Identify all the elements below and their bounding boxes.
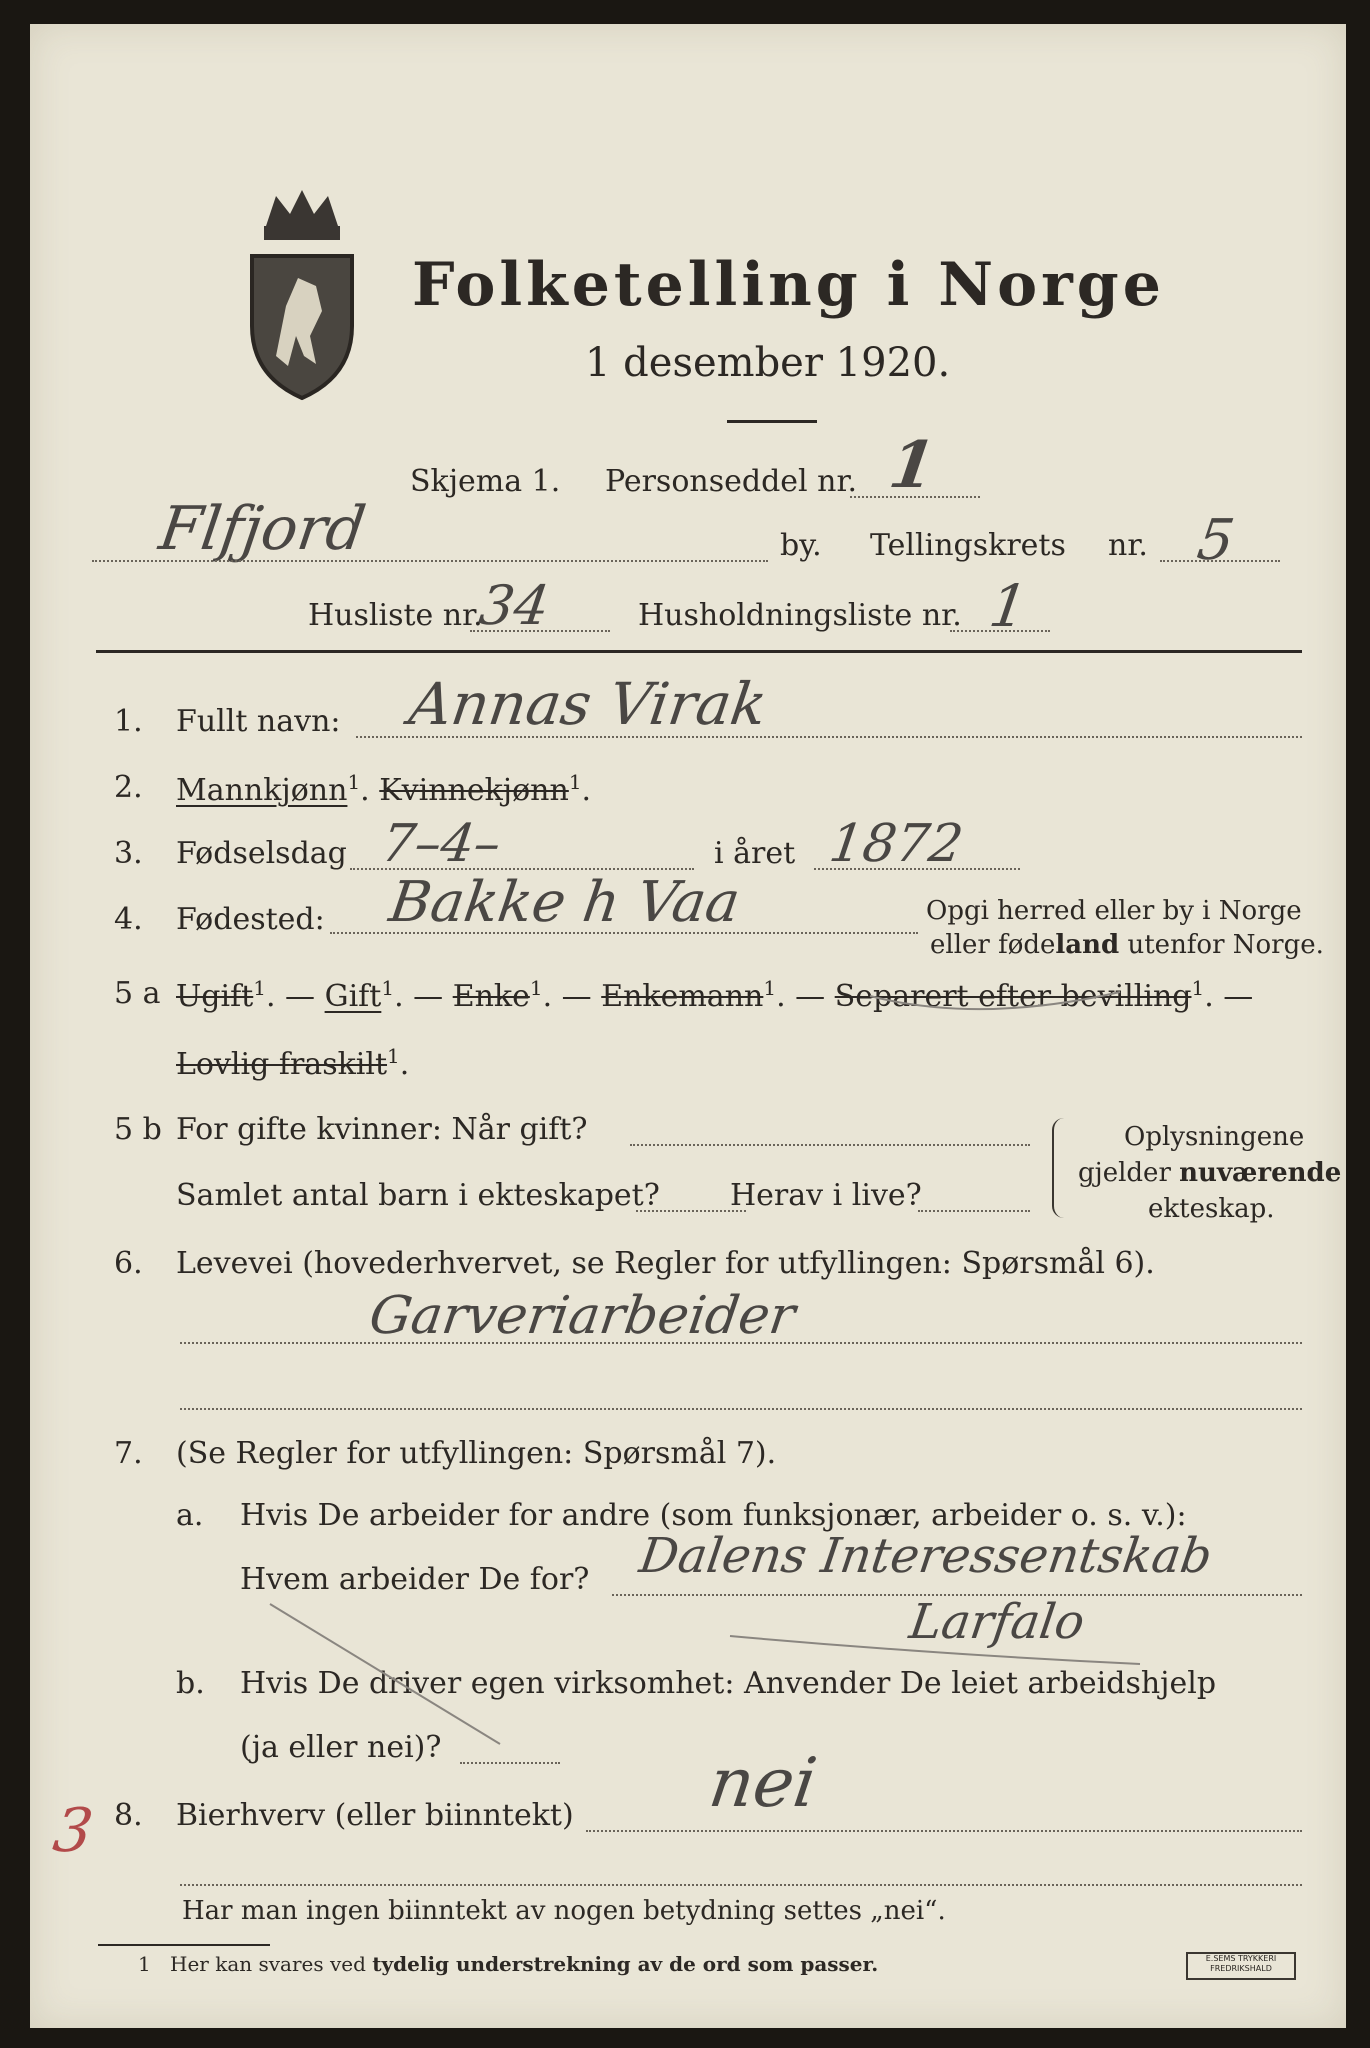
q7b-text: Hvis De driver egen virksomhet: Anvender De leiet arbeidshjelp (240, 1666, 1217, 1701)
q7a-value-line1[interactable]: Dalens Interessentskab (636, 1528, 1216, 1584)
q7-label: (Se Regler for utfyllingen: Spørsmål 7). (176, 1436, 777, 1471)
q5b-ilive-label: Herav i live? (730, 1178, 922, 1213)
q7a-question: Hvem arbeider De for? (240, 1562, 590, 1597)
q3-year-label: i året (714, 836, 796, 871)
dash: . — (776, 979, 826, 1014)
husliste-value[interactable]: 34 (475, 574, 554, 637)
printer-line2: FREDRIKSHALD (1210, 1964, 1272, 1973)
footnote-rule (98, 1944, 270, 1946)
pencil-strokes (30, 24, 1346, 2028)
q5a-number: 5 a (114, 976, 161, 1011)
q8-value[interactable]: nei (704, 1744, 822, 1823)
footnote-ref: 1 (1191, 976, 1205, 1000)
q6-value[interactable]: Garveriarbeider (365, 1286, 799, 1346)
footnote-text-a: Her kan svares ved (170, 1952, 373, 1976)
q4-number: 4. (114, 902, 143, 937)
option-female[interactable]: Kvinnekjønn (379, 773, 569, 808)
husliste-label: Husliste nr. (308, 598, 483, 633)
personseddel-value[interactable]: 1 (884, 428, 940, 503)
option-male[interactable]: Mannkjønn (176, 773, 348, 808)
q7a-text: Hvis De arbeider for andre (som funksjonær, arbeider o. s. v.): (240, 1498, 1187, 1533)
q1-number: 1. (114, 704, 143, 739)
place-line (92, 560, 768, 562)
option-enkemann[interactable]: Enkemann (601, 979, 764, 1014)
q8-line2 (180, 1884, 1302, 1886)
dash: . — (1204, 979, 1254, 1014)
option-fraskilt[interactable]: Lovlig fraskilt (176, 1047, 388, 1082)
option-enke[interactable]: Enke (452, 979, 530, 1014)
q3-number: 3. (114, 836, 143, 871)
norwegian-coat-of-arms-icon (246, 186, 358, 406)
q6-line2 (180, 1408, 1302, 1410)
dash: . — (542, 979, 592, 1014)
q5b-ilive-line (918, 1210, 1030, 1212)
q3-value[interactable]: 7–4– (377, 814, 505, 874)
q7-number: 7. (114, 1436, 143, 1471)
q7a-letter: a. (176, 1498, 204, 1533)
q4-label: Fødested: (176, 902, 325, 937)
form-date: 1 desember 1920. (585, 340, 951, 386)
dash: . — (265, 979, 316, 1014)
footnote-text (170, 1952, 878, 1976)
option-ugift[interactable]: Ugift (176, 979, 254, 1014)
q5b-note-a: gjelder (1078, 1158, 1180, 1188)
printer-line1: E.SEMS TRYKKERI (1205, 1954, 1277, 1963)
q5b-note-line2 (1078, 1158, 1341, 1188)
footnote-ref: 1 (529, 976, 543, 1000)
end-dot: . (399, 1047, 410, 1082)
dash: . — (394, 979, 444, 1014)
q4-note-b: land (1055, 930, 1120, 960)
q5b-note-line1: Oplysningene (1124, 1122, 1305, 1152)
q5b-when-line (630, 1144, 1030, 1146)
q6-label: Levevei (hovederhvervet, se Regler for utfyllingen: Spørsmål 6). (176, 1246, 1155, 1281)
q1-label: Fullt navn: (176, 704, 341, 739)
q7b-question: (ja eller nei)? (240, 1730, 442, 1765)
census-form (30, 24, 1346, 2028)
q5a-options[interactable] (176, 976, 1253, 1014)
husholdning-label: Husholdningsliste nr. (638, 598, 962, 633)
option-gift[interactable]: Gift (324, 979, 382, 1014)
q5b-number: 5 b (114, 1112, 162, 1147)
footnote-ref: 1 (568, 770, 582, 794)
footnote-ref: 1 (387, 1044, 400, 1068)
q4-value[interactable]: Bakke h Vaa (385, 870, 744, 935)
q2-options[interactable] (176, 770, 591, 808)
footnote-ref: 1 (347, 770, 361, 794)
q5b-label: For gifte kvinner: Når gift? (176, 1112, 588, 1147)
q8-margin-mark: 3 (49, 1796, 98, 1866)
q7a-value-line2[interactable]: Larfalo (906, 1594, 1089, 1650)
q8-number: 8. (114, 1798, 143, 1833)
header-rule (96, 650, 1302, 653)
q3-label: Fødselsdag (176, 836, 347, 871)
q5b-barn-label: Samlet antal barn i ekteskapet? (176, 1178, 660, 1213)
q3-year-value[interactable]: 1872 (825, 814, 967, 874)
q7b-letter: b. (176, 1666, 205, 1701)
q6-number: 6. (114, 1246, 143, 1281)
footnote-ref: 1 (763, 976, 777, 1000)
q8-line (586, 1830, 1302, 1832)
separator: . (360, 773, 370, 808)
footer-note: Har man ingen biinntekt av nogen betydning settes „nei“. (182, 1896, 946, 1926)
q5a-options-line2[interactable] (176, 1044, 409, 1082)
q7b-line (460, 1762, 560, 1764)
by-label: by. (780, 528, 822, 563)
husholdning-value[interactable]: 1 (985, 572, 1032, 640)
footnote-ref: 1 (381, 976, 395, 1000)
form-title: Folketelling i Norge (412, 250, 1165, 320)
tellingskrets-value[interactable]: 5 (1193, 508, 1239, 573)
q5b-brace (1052, 1118, 1064, 1218)
personseddel-label: Personseddel nr. (605, 464, 858, 499)
q5b-note-b: nuværende (1179, 1158, 1342, 1188)
footnote-text-b: tydelig understrekning av de ord som passer. (372, 1952, 879, 1976)
q8-label: Bierhverv (eller biinntekt) (176, 1798, 574, 1833)
title-divider (727, 420, 817, 423)
place-value[interactable]: Flfjord (155, 494, 370, 564)
q2-number: 2. (114, 770, 143, 805)
footnote-number: 1 (138, 1952, 151, 1976)
skjema-label: Skjema 1. (410, 464, 561, 499)
q4-note-line1: Opgi herred eller by i Norge (926, 896, 1302, 926)
tellingskrets-label: Tellingskrets (870, 528, 1066, 563)
tellingskrets-nr-label: nr. (1108, 528, 1148, 563)
printer-stamp (1186, 1952, 1296, 1980)
option-separert[interactable]: Separert efter bevilling (834, 979, 1192, 1014)
footnote-ref: 1 (253, 976, 266, 1000)
q1-value[interactable]: Annas Virak (405, 670, 772, 738)
end-dot: . (581, 773, 592, 808)
q4-note-a: eller føde (930, 930, 1056, 960)
q6-line1 (180, 1342, 1302, 1344)
q5b-note-line3: ekteskap. (1148, 1194, 1275, 1224)
q4-note-line2 (930, 930, 1324, 960)
q4-note-c: utenfor Norge. (1119, 930, 1324, 960)
